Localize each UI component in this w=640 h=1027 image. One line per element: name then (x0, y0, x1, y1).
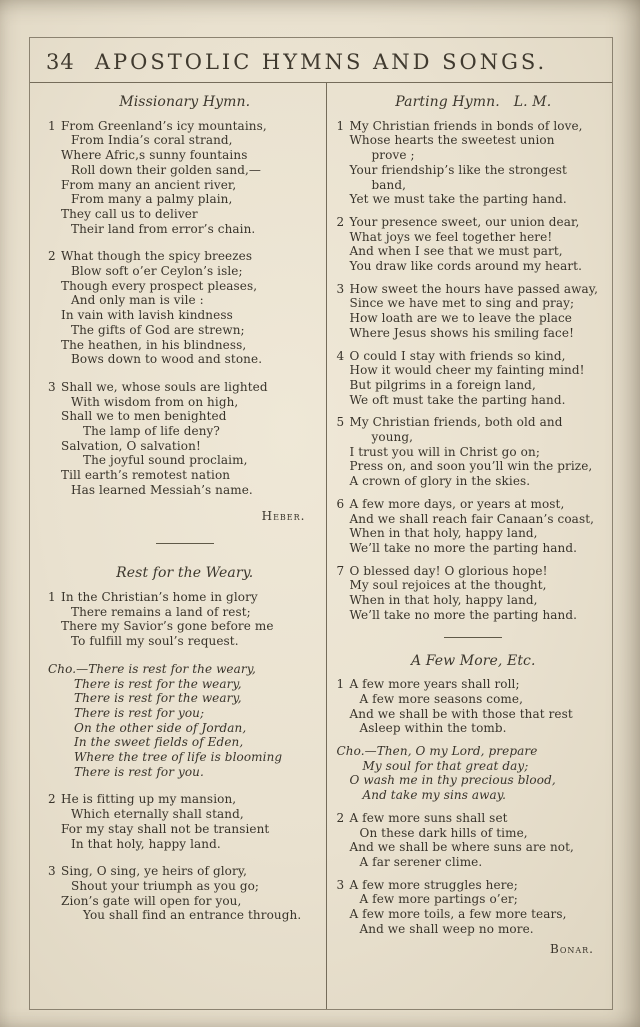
hymn-line: prove ; (371, 148, 415, 163)
hymn-line: From India’s coral strand, (71, 133, 233, 148)
hymn-line: A few more partings o’er; (359, 892, 518, 907)
page-header (30, 38, 612, 82)
verse-number: 7 (336, 563, 345, 578)
hymn-meter: L. M. (513, 94, 552, 110)
hymn-line: 1 In the Christian’s home in glory (48, 589, 258, 604)
verse (337, 811, 611, 870)
verse (337, 878, 611, 937)
hymn-line: Your friendship’s like the strongest (349, 162, 567, 177)
hymn-line: 5 My Christian friends, both old and (336, 415, 563, 430)
hymn-line: 4 O could I stay with friends so kind, (336, 348, 566, 363)
hymn-line: In the sweet fields of Eden, (74, 735, 244, 750)
hymn-line: 2 A few more suns shall set (336, 810, 508, 825)
hymn-attribution: Bonar. (550, 942, 594, 957)
hymn-line: Which eternally shall stand, (71, 807, 244, 822)
hymn-title (337, 95, 611, 110)
hymn-line: My soul rejoices at the thought, (349, 578, 547, 593)
hymn-line: Cho.—There is rest for the weary, (48, 661, 256, 676)
hymn-line: And when I see that we must part, (349, 244, 563, 259)
hymn-line: Till earth’s remotest nation (61, 468, 231, 483)
hymn-line: A far serener clime. (359, 854, 483, 869)
verse (48, 249, 322, 367)
section-divider (444, 637, 502, 638)
verse-number: 1 (336, 677, 345, 692)
running-title: APOSTOLIC HYMNS AND SONGS. (94, 50, 548, 74)
hymn-line: Salvation, O salvation! (61, 438, 201, 453)
two-column-layout (30, 83, 612, 1009)
verse-number: 2 (48, 249, 56, 264)
hymn-line: Has learned Messiah’s name. (71, 482, 253, 497)
hymn-line: Roll down their golden sand,— (71, 162, 262, 177)
hymn-line: To fulfill my soul’s request. (71, 634, 239, 649)
verse (337, 677, 611, 736)
hymn-line: On these dark hills of time, (359, 825, 528, 840)
hymn-line: Press on, and soon you’ll win the prize, (349, 459, 593, 474)
hymn-line: The heathen, in his blindness, (61, 337, 247, 352)
verse-number: 3 (336, 281, 345, 296)
hymn-line: A crown of glory in the skies. (349, 474, 531, 489)
hymn-line: Though every prospect pleases, (61, 278, 258, 293)
hymn-line: The joyful sound proclaim, (83, 453, 248, 468)
hymn-line: My soul for that great day; (362, 758, 529, 773)
verse (337, 415, 611, 489)
verse (337, 119, 611, 207)
hymn-line: The gifts of God are strewn; (71, 322, 245, 337)
verse-number: 1 (48, 118, 56, 133)
hymn-line: Since we have met to sing and pray; (349, 296, 575, 311)
hymn-column (327, 83, 613, 1009)
chorus-label: Cho.— (48, 661, 89, 676)
section-divider (156, 543, 214, 544)
hymn-column (30, 83, 326, 1009)
hymn-line: 3 How sweet the hours have passed away, (336, 281, 599, 296)
hymn-line: Whose hearts the sweetest union (349, 133, 555, 148)
hymn-line: When in that holy, happy land, (349, 593, 538, 608)
verse-number: 1 (48, 589, 56, 604)
hymn-line: You shall find an entrance through. (83, 908, 302, 923)
hymn-title-text: Missionary Hymn. (119, 94, 251, 110)
hymn-line: Blow soft o’er Ceylon’s isle; (71, 264, 243, 279)
hymn-line: There is rest for the weary, (74, 676, 242, 691)
hymn-line: And we shall be where suns are not, (349, 840, 574, 855)
hymn-line: Bows down to wood and stone. (71, 352, 263, 367)
hymn-line: Where the tree of life is blooming (74, 750, 283, 765)
verse (337, 349, 611, 408)
hymn-line: Where Jesus shows his smiling face! (349, 325, 574, 340)
hymn-line: Cho.—Then, O my Lord, prepare (336, 744, 538, 759)
hymn-line: You draw like cords around my heart. (349, 259, 583, 274)
verse (48, 119, 322, 237)
verse-number: 1 (336, 118, 345, 133)
hymn-line: From many an ancient river, (61, 177, 237, 192)
hymn-line: We oft must take the parting hand. (349, 392, 566, 407)
hymn-line: For my stay shall not be transient (61, 821, 270, 836)
verse-number: 5 (336, 415, 345, 430)
hymn-line: I trust you will in Christ go on; (349, 444, 540, 459)
hymn-line: On the other side of Jordan, (74, 720, 247, 735)
hymn-line: And we shall be with those that rest (349, 706, 573, 721)
hymn-line: We’ll take no more the parting hand. (349, 540, 578, 555)
verse (48, 864, 322, 923)
hymn-title (337, 654, 611, 669)
hymn-line: How it would cheer my fainting mind! (349, 363, 585, 378)
hymn-title-text: Rest for the Weary. (116, 565, 254, 582)
hymn-title (48, 566, 322, 581)
verse-number: 4 (336, 348, 345, 363)
hymn-title (48, 95, 322, 110)
verse (337, 282, 611, 341)
verse-number: 3 (48, 864, 56, 879)
hymn-line: young, (371, 430, 414, 445)
verse-number: 2 (336, 214, 345, 229)
hymn-line: There is rest for the weary, (74, 691, 242, 706)
hymn-line: How loath are we to leave the place (349, 311, 572, 326)
hymn-line: In vain with lavish kindness (61, 308, 233, 323)
verse (48, 792, 322, 851)
hymn-title-text: Parting Hymn. (395, 94, 500, 110)
hymn-line: We’ll take no more the parting hand. (349, 607, 578, 622)
chorus (48, 662, 322, 780)
hymn-line: Where Afric,s sunny fountains (61, 148, 248, 163)
hymn-line: When in that holy, happy land, (349, 526, 538, 541)
hymn-line: Yet we must take the parting hand. (349, 192, 567, 207)
hymn-line: A few more toils, a few more tears, (349, 907, 567, 922)
hymn-line: 1 From Greenland’s icy mountains, (48, 118, 267, 133)
verse-number: 2 (48, 792, 56, 807)
hymn-line: 3 A few more struggles here; (336, 877, 518, 892)
hymn-line: What joys we feel together here! (349, 229, 553, 244)
hymn-line: There my Savior’s gone before me (61, 619, 274, 634)
hymn-line: 6 A few more days, or years at most, (336, 496, 565, 511)
hymn-line: There remains a land of rest; (71, 604, 251, 619)
hymn-line: There is rest for you. (74, 764, 204, 779)
verse-number: 2 (336, 810, 345, 825)
hymn-line: 1 My Christian friends in bonds of love, (336, 118, 583, 133)
hymn-line: There is rest for you; (74, 705, 205, 720)
hymn-line: And only man is vile : (71, 293, 204, 308)
hymn-line: 2 Your presence sweet, our union dear, (336, 214, 580, 229)
hymn-line: band, (371, 177, 407, 192)
hymn-title-text: A Few More, Etc. (410, 652, 536, 669)
hymn-line: The lamp of life deny? (83, 424, 220, 439)
chorus-label: Cho.— (336, 744, 377, 759)
verse (337, 497, 611, 556)
hymn-line: And we shall reach fair Canaan’s coast, (349, 511, 595, 526)
hymn-line: A few more seasons come, (359, 691, 524, 706)
hymn-line: Shout your triumph as you go; (71, 878, 260, 893)
verse (48, 380, 322, 498)
hymn-line: From many a palmy plain, (71, 192, 233, 207)
hymn-line: 2 What though the spicy breezes (48, 249, 253, 264)
hymn-line: 3 Sing, O sing, ye heirs of glory, (48, 864, 248, 879)
page-number: 34 (46, 50, 75, 74)
hymn-line: And we shall weep no more. (359, 921, 534, 936)
hymn-attribution: Heber. (261, 508, 306, 523)
hymn-line: 7 O blessed day! O glorious hope! (336, 563, 548, 578)
hymn-line: Asleep within the tomb. (359, 721, 507, 736)
hymn-line: 3 Shall we, whose souls are lighted (48, 379, 268, 394)
page-frame (29, 37, 613, 1010)
hymn-line: Shall we to men benighted (61, 409, 227, 424)
verse (337, 215, 611, 274)
hymn-line: O wash me in thy precious blood, (349, 773, 556, 788)
hymn-line: They call us to deliver (61, 206, 198, 221)
verse (48, 590, 322, 649)
verse-number: 3 (48, 379, 56, 394)
hymn-line: But pilgrims in a foreign land, (349, 377, 536, 392)
hymn-line: Their land from error’s chain. (71, 221, 256, 236)
hymn-line: In that holy, happy land. (71, 836, 221, 851)
verse (337, 564, 611, 623)
verse-number: 3 (336, 877, 345, 892)
hymn-line: And take my sins away. (362, 788, 507, 803)
hymn-line: Zion’s gate will open for you, (61, 893, 242, 908)
verse-number: 6 (336, 496, 345, 511)
hymn-line: With wisdom from on high, (71, 394, 239, 409)
hymn-line: 2 He is fitting up my mansion, (48, 792, 237, 807)
hymn-line: 1 A few more years shall roll; (336, 677, 520, 692)
chorus (337, 744, 611, 803)
